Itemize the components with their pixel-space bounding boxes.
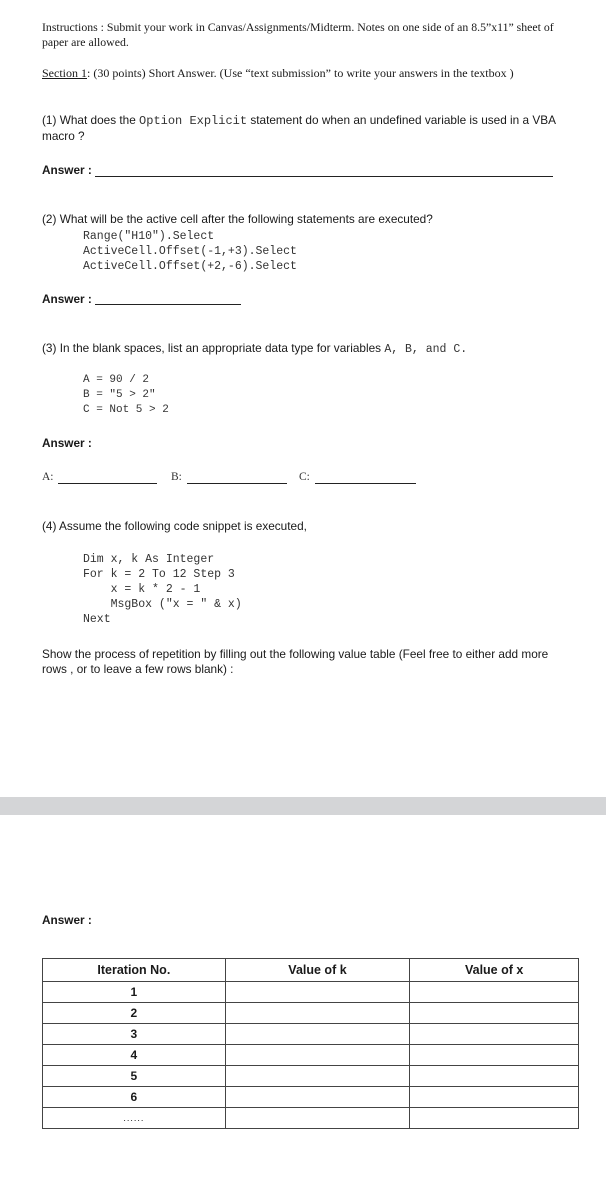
table-header-row	[43, 959, 579, 982]
question-3-answer-label: Answer :	[42, 436, 92, 450]
code-line: ActiveCell.Offset(+2,-6).Select	[83, 260, 297, 273]
value-x-cell[interactable]	[410, 1045, 579, 1066]
table-row	[43, 1108, 579, 1129]
question-3-vars: A, B, and C.	[384, 343, 468, 356]
table-row	[43, 1024, 579, 1045]
instructions-text: Instructions : Submit your work in Canvas/Assignments/Midterm. Notes on one side of an 8.5”x11” sheet of paper are allowed.	[42, 20, 554, 49]
iteration-cell: 4	[43, 1045, 226, 1066]
question-2-answer-line[interactable]	[95, 304, 241, 305]
question-3	[42, 341, 572, 357]
question-4-instruction: Show the process of repetition by filling out the following value table (Feel free to either add more rows , or to leave a few rows blank) :	[42, 647, 549, 676]
code-line: B = "5 > 2"	[83, 389, 156, 401]
question-1-answer-label: Answer :	[42, 163, 92, 177]
value-x-cell[interactable]	[410, 1108, 579, 1129]
code-line: A = 90 / 2	[83, 374, 150, 386]
page-separator	[0, 797, 606, 815]
code-line: For k = 2 To 12 Step 3	[83, 568, 235, 581]
value-x-cell[interactable]	[410, 1066, 579, 1087]
table-row	[43, 982, 579, 1003]
code-line: C = Not 5 > 2	[83, 404, 169, 416]
table-row	[43, 1045, 579, 1066]
code-line: ActiveCell.Offset(-1,+3).Select	[83, 245, 297, 258]
value-x-cell[interactable]	[410, 982, 579, 1003]
blank-b-label: B:	[171, 471, 182, 483]
value-table	[42, 958, 579, 1129]
value-k-cell[interactable]	[225, 1108, 410, 1129]
value-k-cell[interactable]	[225, 1024, 410, 1045]
question-1-prefix: (1) What does the	[42, 113, 140, 127]
blank-a-label: A:	[42, 471, 54, 483]
value-x-cell[interactable]	[410, 1003, 579, 1024]
question-1-suffix: statement do when an undefined variable is used in a VBA macro ?	[42, 113, 556, 143]
question-1-answer-line[interactable]	[95, 176, 553, 177]
table-row	[43, 1087, 579, 1108]
question-4-answer-label: Answer :	[42, 913, 92, 927]
question-2-answer-label: Answer :	[42, 292, 92, 306]
question-3-prefix: (3) In the blank spaces, list an appropriate data type for variables	[42, 341, 385, 355]
section-label: Section 1	[42, 66, 87, 80]
code-line: x = k * 2 - 1	[83, 583, 201, 596]
value-k-cell[interactable]	[225, 1045, 410, 1066]
value-x-cell[interactable]	[410, 1087, 579, 1108]
question-2-code	[83, 229, 297, 274]
header-value-k: Value of k	[225, 959, 410, 982]
code-line: MsgBox ("x = " & x)	[83, 598, 242, 611]
table-row	[43, 1066, 579, 1087]
value-k-cell[interactable]	[225, 1066, 410, 1087]
iteration-cell: 6	[43, 1087, 226, 1108]
value-x-cell[interactable]	[410, 1024, 579, 1045]
blank-c-line[interactable]	[315, 483, 416, 484]
code-line: Range("H10").Select	[83, 230, 215, 243]
section-heading	[42, 66, 562, 81]
blank-a-line[interactable]	[58, 483, 157, 484]
iteration-cell: ......	[43, 1108, 226, 1129]
code-line: Next	[83, 613, 111, 626]
section-description: : (30 points) Short Answer. (Use “text submission” to write your answers in the textbox )	[87, 66, 514, 80]
question-1-code: Option Explicit	[139, 114, 248, 128]
blank-b-line[interactable]	[187, 483, 287, 484]
question-2: (2) What will be the active cell after the following statements are executed?	[42, 212, 433, 226]
iteration-cell: 5	[43, 1066, 226, 1087]
value-k-cell[interactable]	[225, 982, 410, 1003]
iteration-cell: 3	[43, 1024, 226, 1045]
blank-c-label: C:	[299, 471, 310, 483]
header-iteration: Iteration No.	[43, 959, 226, 982]
question-3-code	[83, 373, 169, 418]
question-4-code	[83, 552, 242, 627]
iteration-cell: 1	[43, 982, 226, 1003]
question-4: (4) Assume the following code snippet is executed,	[42, 519, 307, 533]
header-value-x: Value of x	[410, 959, 579, 982]
value-k-cell[interactable]	[225, 1087, 410, 1108]
value-k-cell[interactable]	[225, 1003, 410, 1024]
iteration-cell: 2	[43, 1003, 226, 1024]
table-row	[43, 1003, 579, 1024]
question-1	[42, 113, 572, 144]
code-line: Dim x, k As Integer	[83, 553, 215, 566]
